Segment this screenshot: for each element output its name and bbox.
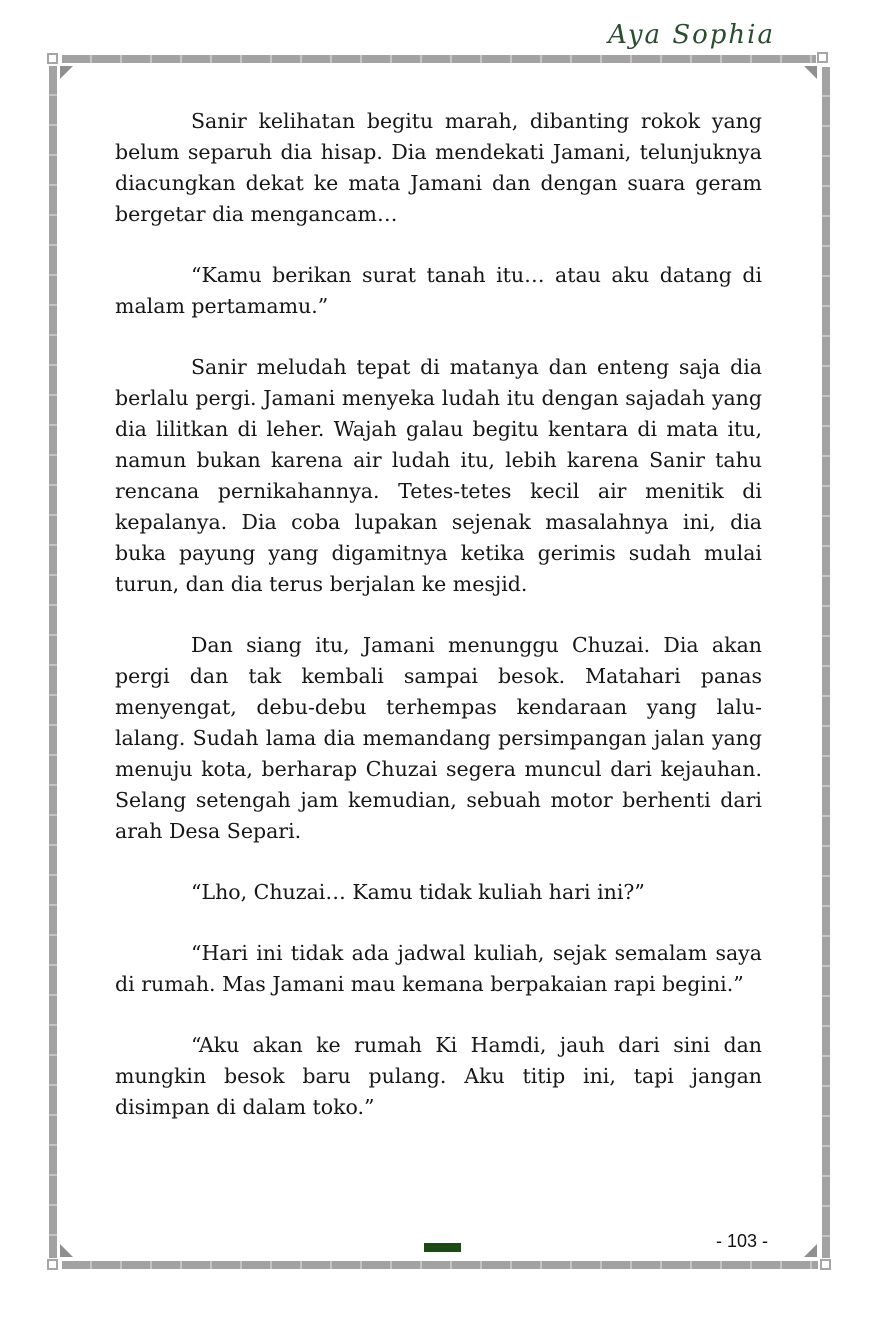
paragraph-dialogue-4: “Aku akan ke rumah Ki Hamdi, jauh dari sini dan mungkin besok baru pulang. Aku titip ini, tapi jangan disimpan di dalam toko.” [115, 1033, 762, 1119]
page-border-bottom [62, 1261, 818, 1269]
book-title-header: Aya Sophia [608, 20, 775, 50]
paragraph-narration-2: Sanir meludah tepat di matanya dan enteng saja dia berlalu pergi. Jamani menyeka ludah itu dengan sajadah yang dia lilitkan di leher. Wajah galau begitu kentara di mata itu, namun bukan karena air ludah itu, lebih karena Sanir tahu rencana pernikahannya. Tetes-tetes kecil air menitik di kepalanya. Dia coba lupakan sejenak masalahnya ini, dia buka payung yang digamitnya ketika gerimis sudah mulai turun, dan dia terus berjalan ke mesjid. [115, 355, 762, 596]
paragraph-dialogue-3: “Hari ini tidak ada jadwal kuliah, sejak semalam saya di rumah. Mas Jamani mau kemana berpakaian rapi begini.” [115, 941, 762, 996]
border-corner-square-top-right [817, 52, 828, 63]
border-corner-square-top-left [47, 53, 58, 64]
border-triangle-top-left-icon [60, 66, 73, 79]
page-border-left [49, 66, 57, 1258]
page-body [115, 106, 762, 1153]
paragraph-narration-1: Sanir kelihatan begitu marah, dibanting rokok yang belum separuh dia hisap. Dia mendekati Jamani, telunjuknya diacungkan dekat ke mata Jamani dan dengan suara geram bergetar dia mengancam… [115, 109, 762, 226]
section-divider [424, 1243, 461, 1252]
paragraph-narration-3: Dan siang itu, Jamani menunggu Chuzai. Dia akan pergi dan tak kembali sampai besok. Matahari panas menyengat, debu-debu terhempas kendaraan yang lalu-lalang. Sudah lama dia memandang persimpangan jalan yang menuju kota, berharap Chuzai segera muncul dari kejauhan. Selang setengah jam kemudian, sebuah motor berhenti dari arah Desa Separi. [115, 633, 762, 843]
border-triangle-top-right-icon [804, 66, 817, 79]
page-border-right [822, 67, 830, 1258]
paragraph-dialogue-2: “Lho, Chuzai… Kamu tidak kuliah hari ini?” [191, 880, 645, 904]
border-corner-square-bottom-left [47, 1259, 58, 1270]
border-triangle-bottom-left-icon [60, 1244, 73, 1257]
page-border-top [62, 55, 816, 63]
paragraph-dialogue-1: “Kamu berikan surat tanah itu… atau aku datang di malam pertamamu.” [115, 263, 762, 318]
border-corner-square-bottom-right [820, 1259, 831, 1270]
page-number: - 103 - [715, 1231, 768, 1251]
border-triangle-bottom-right-icon [804, 1244, 817, 1257]
